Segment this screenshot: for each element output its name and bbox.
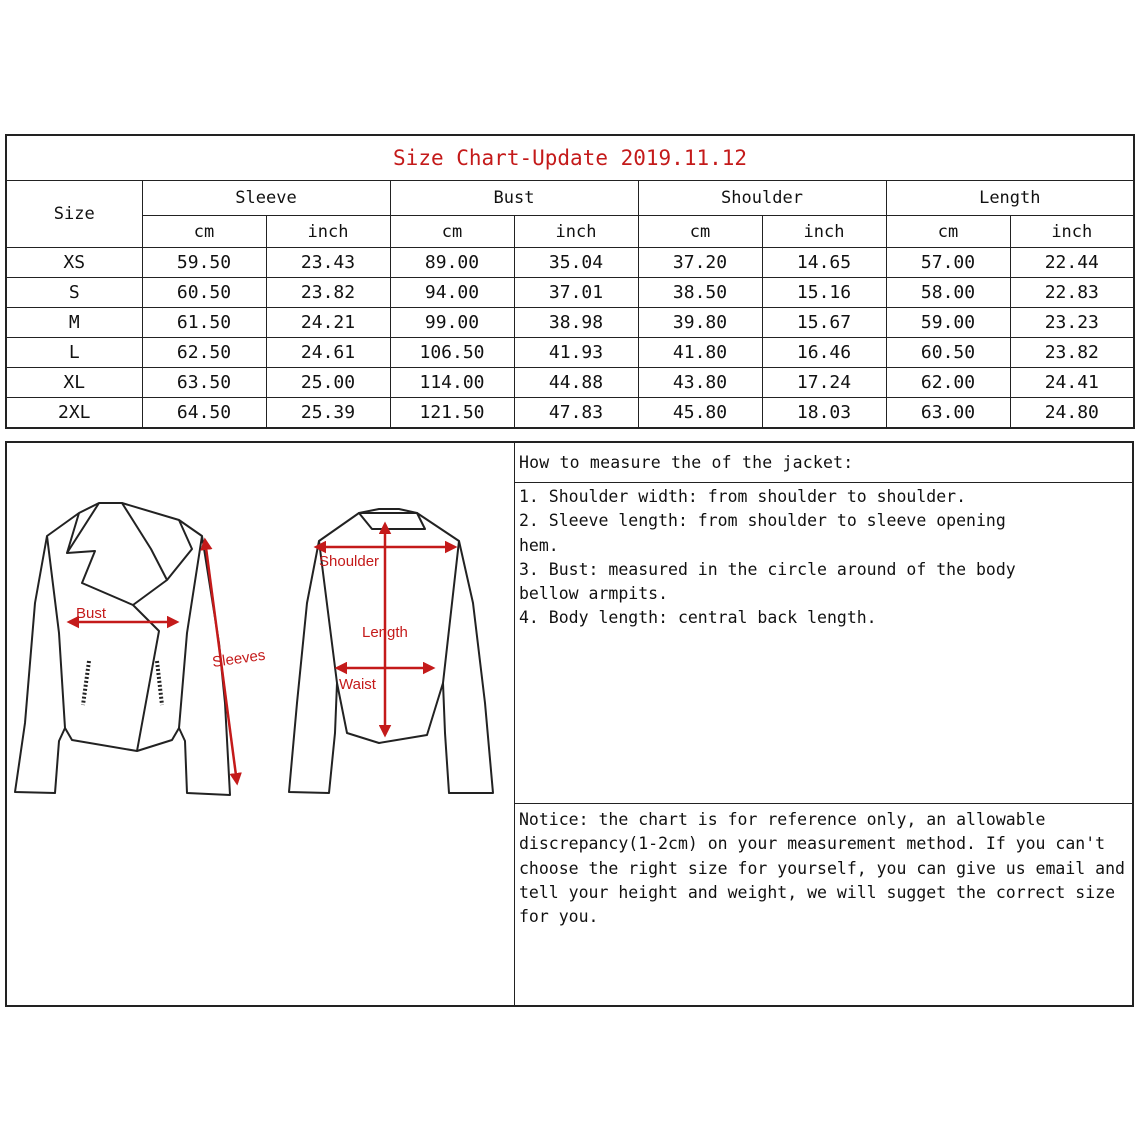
- group-header-bust: Bust: [390, 181, 638, 216]
- front-pocket-right: [157, 661, 162, 705]
- value-cell: 64.50: [142, 398, 266, 429]
- value-cell: 23.82: [1010, 338, 1134, 368]
- value-cell: 23.82: [266, 278, 390, 308]
- shoulder-label: Shoulder: [319, 553, 380, 570]
- value-cell: 44.88: [514, 368, 638, 398]
- size-cell: L: [6, 338, 142, 368]
- size-cell: 2XL: [6, 398, 142, 429]
- bust-label: Bust: [76, 605, 107, 622]
- value-cell: 23.23: [1010, 308, 1134, 338]
- value-cell: 61.50: [142, 308, 266, 338]
- group-header-sleeve: Sleeve: [142, 181, 390, 216]
- chart-title: Size Chart-Update 2019.11.12: [6, 135, 1134, 181]
- value-cell: 25.39: [266, 398, 390, 429]
- front-jacket-collar: [67, 503, 167, 605]
- value-cell: 24.41: [1010, 368, 1134, 398]
- unit-header: cm: [390, 216, 514, 248]
- value-cell: 14.65: [762, 248, 886, 278]
- value-cell: 18.03: [762, 398, 886, 429]
- value-cell: 59.00: [886, 308, 1010, 338]
- value-cell: 41.80: [638, 338, 762, 368]
- value-cell: 62.00: [886, 368, 1010, 398]
- size-chart-table: [5, 134, 1135, 429]
- waist-label: Waist: [339, 676, 376, 693]
- unit-header: inch: [1010, 216, 1134, 248]
- value-cell: 60.50: [142, 278, 266, 308]
- value-cell: 47.83: [514, 398, 638, 429]
- table-row: [6, 398, 1134, 429]
- value-cell: 43.80: [638, 368, 762, 398]
- front-jacket-body: [15, 503, 230, 795]
- front-jacket: [15, 503, 230, 795]
- size-cell: XL: [6, 368, 142, 398]
- value-cell: 106.50: [390, 338, 514, 368]
- divider: [515, 482, 1132, 483]
- measurement-guide: [5, 441, 1134, 1007]
- unit-header: inch: [514, 216, 638, 248]
- notice-text: Notice: the chart is for reference only, an allowable discrepancy(1-2cm) on your measurement method. If you can't choose the right size for yourself, you can give us email and tell your height and weight, we will sugget the correct size for you.: [519, 810, 1125, 927]
- front-jacket-zipper: [133, 605, 159, 751]
- value-cell: 41.93: [514, 338, 638, 368]
- how-to-title: How to measure the of the jacket:: [519, 453, 854, 472]
- value-cell: 22.83: [1010, 278, 1134, 308]
- table-row: [6, 308, 1134, 338]
- unit-header: cm: [886, 216, 1010, 248]
- value-cell: 58.00: [886, 278, 1010, 308]
- value-cell: 24.21: [266, 308, 390, 338]
- value-cell: 23.43: [266, 248, 390, 278]
- value-cell: 62.50: [142, 338, 266, 368]
- size-cell: XS: [6, 248, 142, 278]
- length-label: Length: [362, 624, 408, 641]
- value-cell: 25.00: [266, 368, 390, 398]
- size-cell: S: [6, 278, 142, 308]
- measurement-instructions: [515, 443, 1132, 1005]
- unit-header: inch: [266, 216, 390, 248]
- back-jacket: [289, 509, 493, 793]
- table-row: [6, 278, 1134, 308]
- value-cell: 15.16: [762, 278, 886, 308]
- value-cell: 99.00: [390, 308, 514, 338]
- group-header-shoulder: Shoulder: [638, 181, 886, 216]
- value-cell: 59.50: [142, 248, 266, 278]
- jacket-diagram: [7, 443, 515, 1005]
- divider: [515, 803, 1132, 804]
- value-cell: 22.44: [1010, 248, 1134, 278]
- value-cell: 39.80: [638, 308, 762, 338]
- value-cell: 89.00: [390, 248, 514, 278]
- value-cell: 94.00: [390, 278, 514, 308]
- value-cell: 57.00: [886, 248, 1010, 278]
- value-cell: 16.46: [762, 338, 886, 368]
- value-cell: 24.80: [1010, 398, 1134, 429]
- value-cell: 38.50: [638, 278, 762, 308]
- value-cell: 63.50: [142, 368, 266, 398]
- value-cell: 38.98: [514, 308, 638, 338]
- how-to-steps: 1. Shoulder width: from shoulder to shoulder. 2. Sleeve length: from shoulder to sleeve opening hem. 3. Bust: measured in the circle around of the body bellow armpits. 4. Body length: central back length.: [519, 487, 1016, 628]
- value-cell: 45.80: [638, 398, 762, 429]
- value-cell: 24.61: [266, 338, 390, 368]
- value-cell: 63.00: [886, 398, 1010, 429]
- front-pocket-left: [83, 661, 89, 705]
- sleeves-label: Sleeves: [211, 646, 267, 671]
- table-row: [6, 338, 1134, 368]
- table-row: [6, 368, 1134, 398]
- table-row: [6, 248, 1134, 278]
- value-cell: 35.04: [514, 248, 638, 278]
- jacket-illustration: [7, 443, 514, 1005]
- unit-header: cm: [638, 216, 762, 248]
- value-cell: 37.01: [514, 278, 638, 308]
- value-cell: 37.20: [638, 248, 762, 278]
- unit-header: cm: [142, 216, 266, 248]
- value-cell: 17.24: [762, 368, 886, 398]
- value-cell: 60.50: [886, 338, 1010, 368]
- value-cell: 114.00: [390, 368, 514, 398]
- value-cell: 15.67: [762, 308, 886, 338]
- group-header-length: Length: [886, 181, 1134, 216]
- size-header: Size: [6, 181, 142, 248]
- unit-header: inch: [762, 216, 886, 248]
- size-cell: M: [6, 308, 142, 338]
- value-cell: 121.50: [390, 398, 514, 429]
